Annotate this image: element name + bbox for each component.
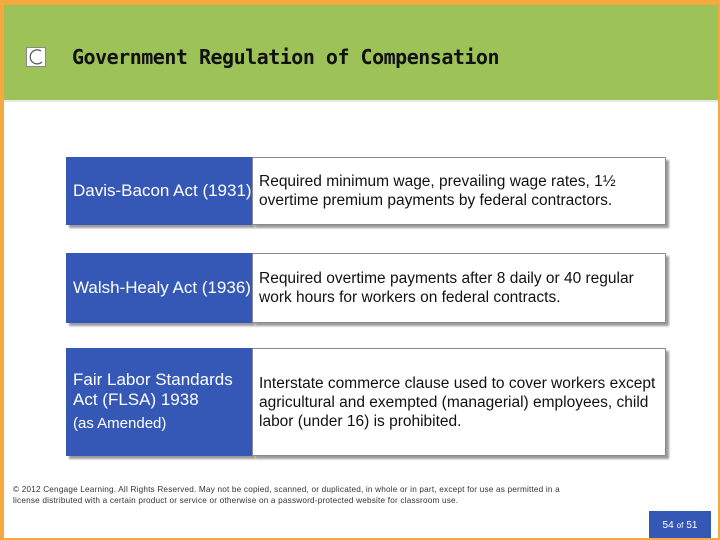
act-name-flsa xyxy=(66,348,252,456)
page-number-badge xyxy=(649,511,711,538)
slide xyxy=(4,5,718,538)
act-name-text: Davis-Bacon Act (1931) xyxy=(73,181,252,200)
page-title: Government Regulation of Compensation xyxy=(72,45,500,69)
act-name-subtext: (as Amended) xyxy=(73,415,167,432)
page-of: of xyxy=(676,520,684,530)
title-bullet-icon xyxy=(26,47,46,67)
act-description-text: Required overtime payments after 8 daily or 40 regular work hours for workers on federal contracts. xyxy=(259,270,634,306)
act-row-davis-bacon xyxy=(66,157,666,225)
act-description-text: Required minimum wage, prevailing wage rates, 1½ overtime premium payments by federal contractors. xyxy=(259,173,616,209)
act-name-davis-bacon xyxy=(66,157,252,225)
page-current: 54 xyxy=(662,519,674,531)
act-name-text: Walsh-Healy Act (1936) xyxy=(73,278,251,297)
copyright-notice: © 2012 Cengage Learning. All Rights Reserved. May not be copied, scanned, or duplicated, in whole or in part, except for use as permitted in a license distributed with a certain product or service or otherwise on a password-protected website for classroom use. xyxy=(13,485,560,505)
act-name-text: Fair Labor Standards Act (FLSA) 1938 xyxy=(73,370,233,409)
content-area xyxy=(4,100,718,538)
act-description-text: Interstate commerce clause used to cover workers except agricultural and exempted (managerial) employees, child labor (under 16) is prohibited. xyxy=(259,374,656,430)
title-band xyxy=(4,5,718,100)
act-name-walsh-healy xyxy=(66,253,252,323)
act-row-walsh-healy xyxy=(66,253,666,323)
act-row-flsa xyxy=(66,348,666,456)
act-description-flsa xyxy=(252,348,666,456)
act-description-walsh-healy xyxy=(252,253,666,323)
page-total: 51 xyxy=(686,519,698,531)
act-description-davis-bacon xyxy=(252,157,666,225)
